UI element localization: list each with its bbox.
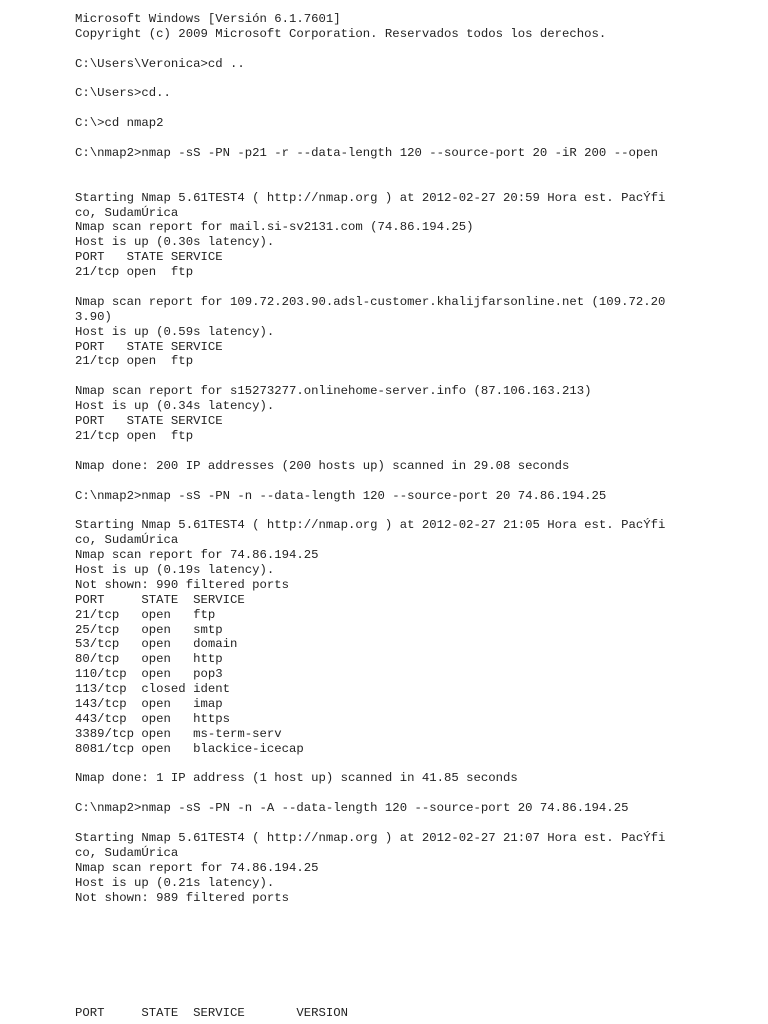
- console-line: 8081/tcp open blackice-icecap: [75, 741, 304, 756]
- console-line: Host is up (0.21s latency).: [75, 875, 275, 890]
- console-line: 3.90): [75, 309, 112, 324]
- console-line: Host is up (0.34s latency).: [75, 399, 275, 414]
- console-blank-line: [75, 369, 695, 384]
- console-line: C:\nmap2>nmap -sS -PN -n --data-length 120 --source-port 20 74.86.194.25: [75, 488, 607, 503]
- console-line: 143/tcp open imap: [75, 696, 223, 711]
- console-line: co, SudamÚrica: [75, 205, 179, 220]
- console-line: Nmap scan report for 74.86.194.25: [75, 860, 319, 875]
- console-line: PORT STATE SERVICE: [75, 414, 223, 429]
- console-line: Copyright (c) 2009 Microsoft Corporation. Reservados todos los derechos.: [75, 26, 607, 41]
- console-line: Not shown: 989 filtered ports: [75, 890, 290, 905]
- console-line: 53/tcp open domain: [75, 637, 238, 652]
- console-line: 3389/tcp open ms-term-serv: [75, 726, 282, 741]
- console-line: 21/tcp open ftp: [75, 428, 194, 443]
- console-line: Nmap scan report for 74.86.194.25: [75, 548, 319, 563]
- console-line: 443/tcp open https: [75, 711, 230, 726]
- console-line: Nmap done: 1 IP address (1 host up) scanned in 41.85 seconds: [75, 771, 518, 786]
- console-line: Nmap scan report for s15273277.onlinehome-server.info (87.106.163.213): [75, 384, 592, 399]
- console-blank-line: [75, 280, 695, 295]
- console-line: Nmap done: 200 IP addresses (200 hosts up) scanned in 29.08 seconds: [75, 458, 570, 473]
- console-line: 80/tcp open http: [75, 652, 223, 667]
- console-blank-line: [75, 101, 695, 116]
- console-line: co, SudamÚrica: [75, 845, 179, 860]
- console-line: 21/tcp open ftp: [75, 354, 194, 369]
- console-line: Starting Nmap 5.61TEST4 ( http://nmap.org ) at 2012-02-27 21:05 Hora est. PacÝfi: [75, 518, 666, 533]
- console-blank-line: [75, 757, 695, 772]
- console-blank-line: [75, 816, 695, 831]
- console-blank-line: [75, 72, 695, 87]
- console-blank-line: [75, 161, 695, 176]
- console-line: Starting Nmap 5.61TEST4 ( http://nmap.org ) at 2012-02-27 20:59 Hora est. PacÝfi: [75, 190, 666, 205]
- console-line: C:\>cd nmap2: [75, 116, 164, 131]
- console-blank-line: [75, 131, 695, 146]
- console-output: [75, 12, 695, 905]
- console-blank-line: [75, 786, 695, 801]
- console-line: Nmap scan report for 109.72.203.90.adsl-customer.khalijfarsonline.net (109.72.20: [75, 294, 666, 309]
- console-line: Not shown: 990 filtered ports: [75, 577, 290, 592]
- console-line-port-header: PORT STATE SERVICE VERSION: [75, 1006, 349, 1020]
- console-line: 21/tcp open ftp: [75, 607, 216, 622]
- console-line: co, SudamÚrica: [75, 533, 179, 548]
- console-line: Host is up (0.19s latency).: [75, 562, 275, 577]
- console-line: C:\nmap2>nmap -sS -PN -n -A --data-length 120 --source-port 20 74.86.194.25: [75, 801, 629, 816]
- console-line: C:\nmap2>nmap -sS -PN -p21 -r --data-length 120 --source-port 20 -iR 200 --open: [75, 146, 658, 161]
- console-line: PORT STATE SERVICE: [75, 339, 223, 354]
- console-line: 21/tcp open ftp: [75, 265, 194, 280]
- console-line: 110/tcp open pop3: [75, 667, 223, 682]
- console-blank-line: [75, 176, 695, 191]
- console-blank-line: [75, 474, 695, 489]
- console-line: Nmap scan report for mail.si-sv2131.com (74.86.194.25): [75, 220, 474, 235]
- console-line: C:\Users>cd..: [75, 86, 171, 101]
- console-line: Host is up (0.30s latency).: [75, 235, 275, 250]
- console-line: 113/tcp closed ident: [75, 682, 230, 697]
- console-line: 25/tcp open smtp: [75, 622, 223, 637]
- console-blank-line: [75, 444, 695, 459]
- console-line: PORT STATE SERVICE: [75, 250, 223, 265]
- console-line: Starting Nmap 5.61TEST4 ( http://nmap.org ) at 2012-02-27 21:07 Hora est. PacÝfi: [75, 830, 666, 845]
- console-line: PORT STATE SERVICE: [75, 592, 245, 607]
- console-line: Microsoft Windows [Versión 6.1.7601]: [75, 12, 341, 26]
- console-blank-line: [75, 503, 695, 518]
- console-blank-line: [75, 42, 695, 57]
- console-line: C:\Users\Veronica>cd ..: [75, 56, 245, 71]
- console-line: Host is up (0.59s latency).: [75, 324, 275, 339]
